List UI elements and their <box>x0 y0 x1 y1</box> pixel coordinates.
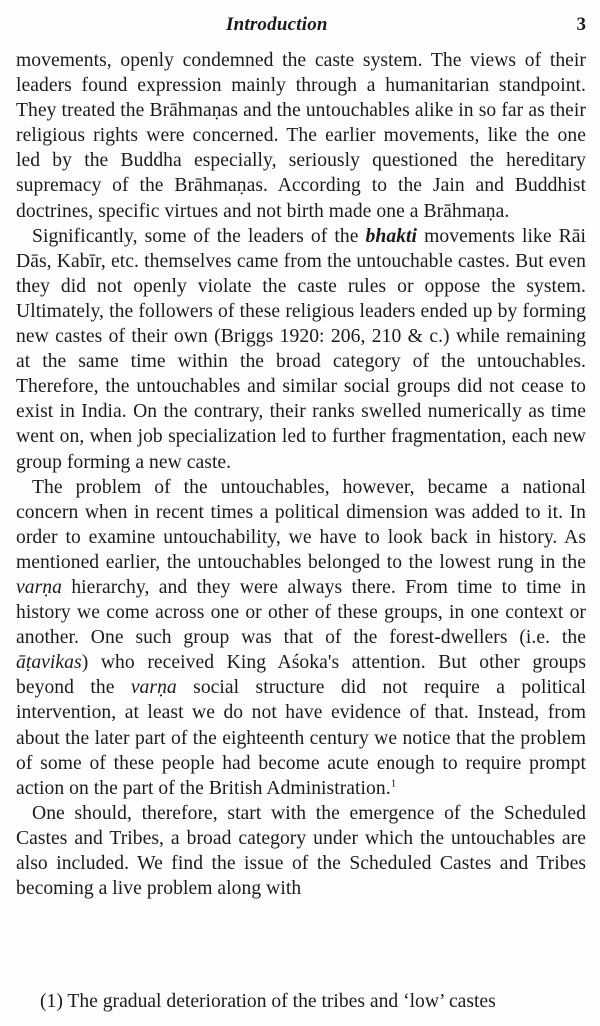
paragraph-text: The problem of the untouchables, however, became a national concern when in recent times a political dimension was added to it. In order to examine untouchability, we have to look back in history. As mentioned earlier, the untouchables belonged to the lowest rung in the <box>16 476 586 573</box>
paragraph-text: Significantly, some of the leaders of the <box>32 225 366 247</box>
paragraph-bhakti <box>16 224 586 475</box>
emphasis-term: varṇa <box>16 576 62 598</box>
paragraph-untouchables <box>16 475 586 801</box>
paragraph-text: hierarchy, and they were always there. From time to time in history we come across one or other of these groups, in one context or another. One such group was that of the forest-dwellers (i.e. the <box>16 576 586 649</box>
paragraph-text: movements like Rāi Dās, Kabīr, etc. themselves came from the untouchable castes. But even they did not openly violate the caste rules or oppose the system. Ultimately, the followers of these religious leaders ended up by forming new castes of their own (Briggs 1920: 206, 210 & c.) while remaining at the same time within the broad category of the untouchables. Therefore, the untouchables and similar social groups did not cease to exist in India. On the contrary, their ranks swelled numerically as time went on, when job specialization led to further fragmentation, each new group forming a new caste. <box>16 225 587 473</box>
paragraph-text: social structure did not require a political intervention, at least we do not have evidence of that. Instead, from about the later part of the eighteenth century we notice that the problem of some of these people had become acute enough to require prompt action on the part of the British Administration. <box>16 677 586 799</box>
emphasis-term: āṭavikas <box>16 652 82 674</box>
paragraph-text: ) who received King Aśoka's attention. But other groups beyond the <box>16 652 586 699</box>
paragraph-scheduled-castes: One should, therefore, start with the emergence of the Scheduled Castes and Tribes, a broad category under which the untouchables are also included. We find the issue of the Scheduled Castes and Tribes becoming a live problem along with <box>16 802 586 900</box>
footnote-marker[interactable]: 1 <box>390 777 397 790</box>
emphasis-term: bhakti <box>365 225 418 247</box>
list-item: (1) The gradual deterioration of the tribes and ‘low’ castes <box>40 991 496 1012</box>
running-title: Introduction <box>226 14 328 35</box>
running-header <box>0 14 600 38</box>
emphasis-term: varṇa <box>130 677 177 699</box>
page-number: 3 <box>576 14 586 35</box>
body-text <box>16 48 586 901</box>
paragraph-continued: movements, openly condemned the caste system. The views of their leaders found expression mainly through a humanitarian standpoint. They treated the Brāhmaṇas and the untouchables alike in so far as their religious rights were concerned. The earlier movements, like the one led by the Buddha especially, seriously questioned the hereditary supremacy of the Brāhmaṇas. According to the Jain and Buddhist doctrines, specific virtues and not birth made one a Brāhmaṇa. <box>16 50 586 222</box>
